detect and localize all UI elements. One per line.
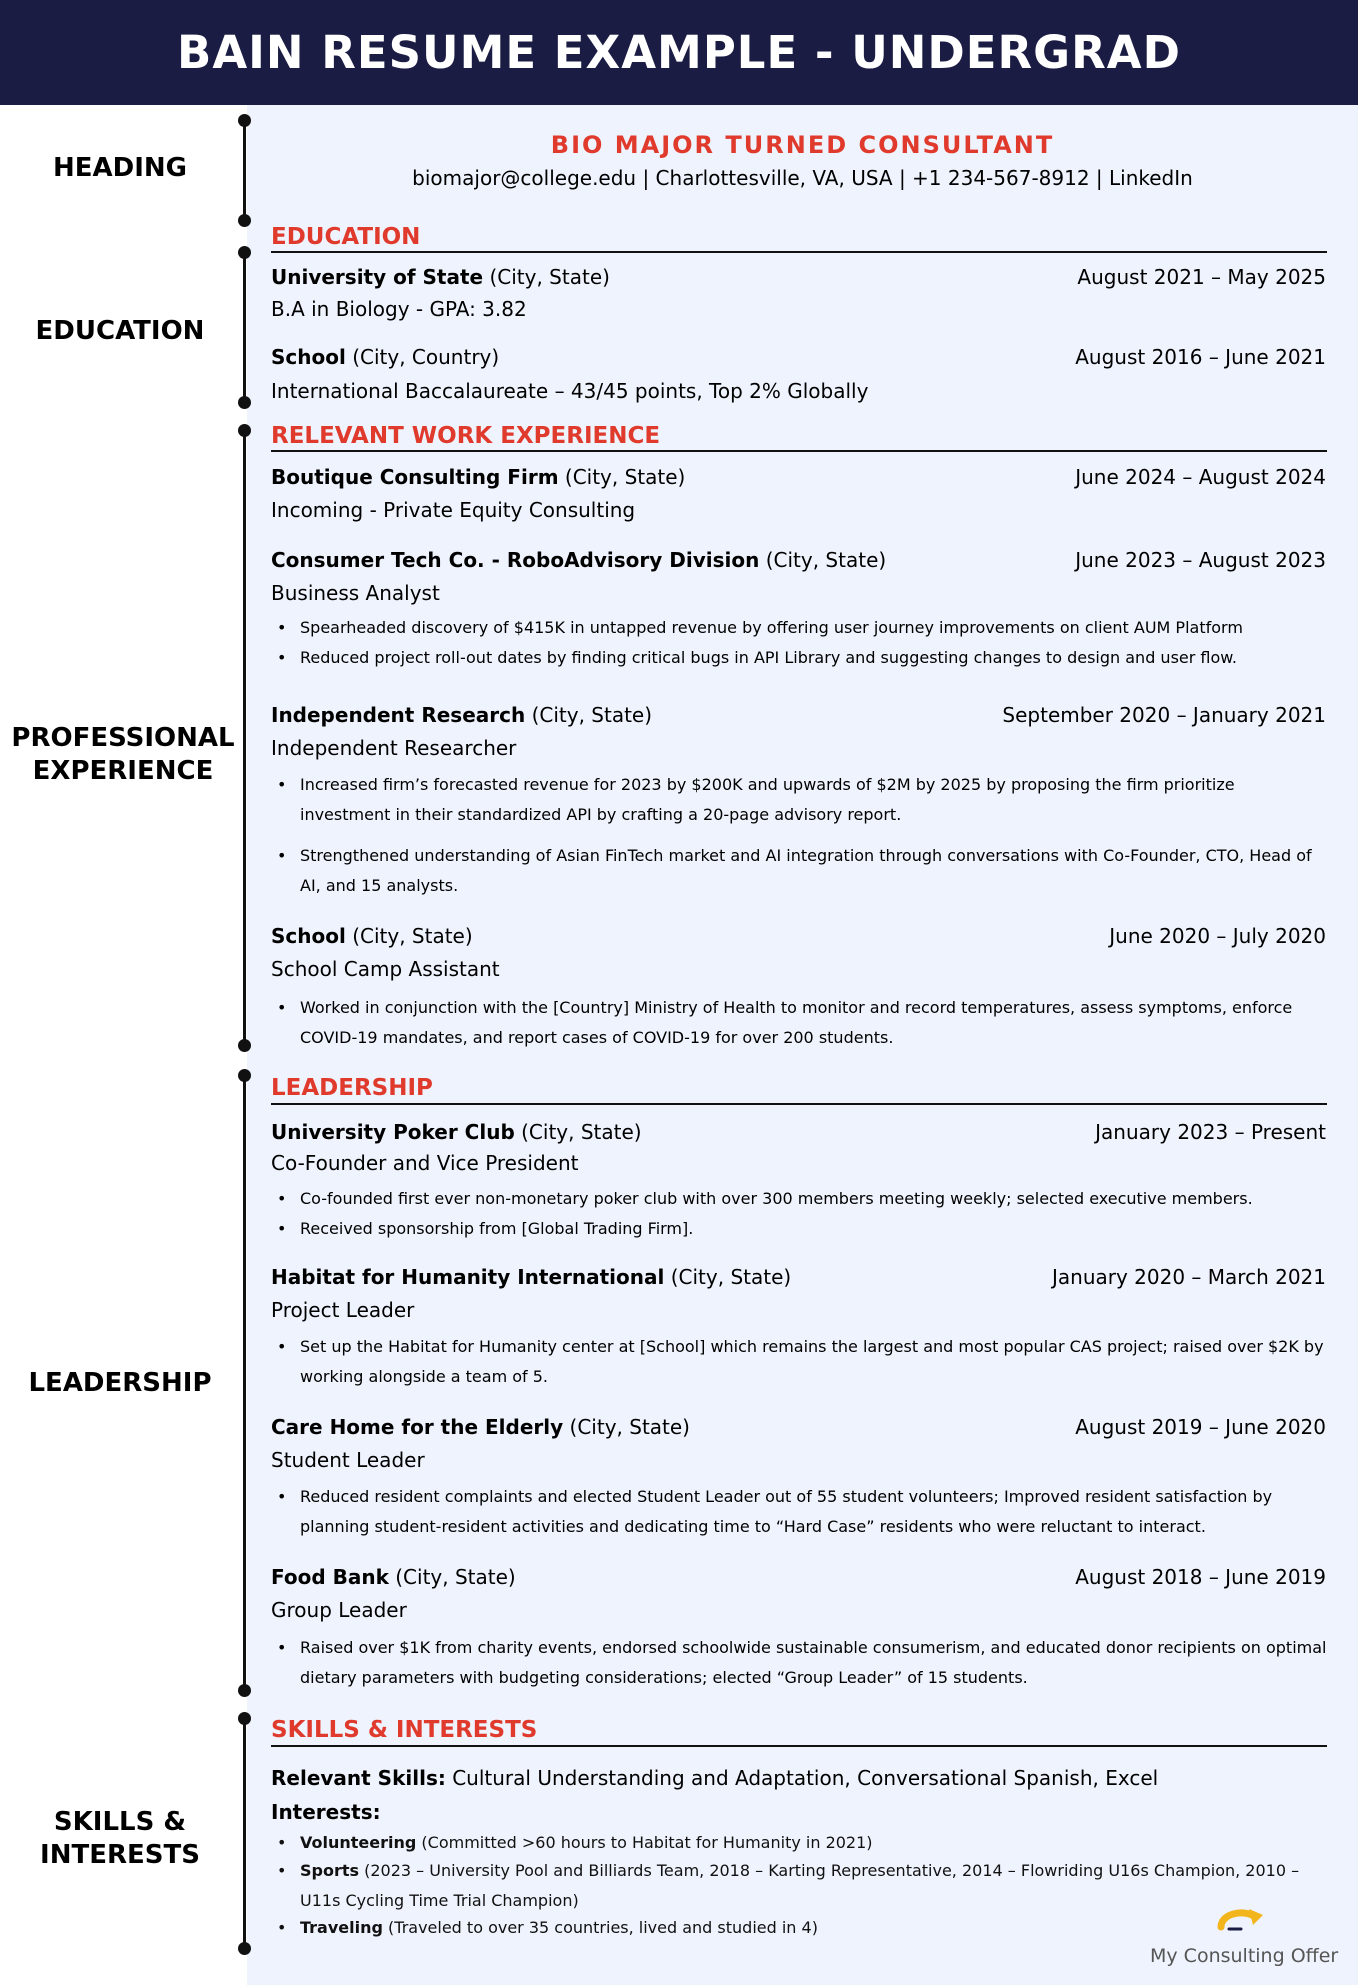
timeline-dot — [238, 1039, 251, 1052]
entry-organization — [271, 548, 886, 572]
interest-label: Volunteering — [300, 1833, 417, 1852]
side-label-professional-experience — [3, 722, 243, 788]
skills-text: Cultural Understanding and Adaptation, Conversational Spanish, Excel — [445, 1766, 1159, 1790]
skills-label: Relevant Skills: — [271, 1766, 446, 1790]
bullet-point: • Co-founded first ever non-monetary poker club with over 300 members meeting weekly; selected executive members. — [271, 1184, 1327, 1214]
entry-date: August 2018 – June 2019 — [1075, 1565, 1326, 1589]
bullet-point: • Strengthened understanding of Asian FinTech market and AI integration through conversations with Co-Founder, CTO, Head of AI, and 15 analysts. — [271, 841, 1327, 901]
entry-organization — [271, 703, 652, 727]
bullet-point: • Reduced project roll-out dates by finding critical bugs in API Library and suggesting changes to design and user flow. — [271, 643, 1327, 673]
org-location: (City, State) — [388, 1565, 516, 1589]
interests-label: Interests: — [271, 1800, 381, 1824]
section-heading-leadership: LEADERSHIP — [271, 1075, 433, 1101]
side-label-heading: HEADING — [53, 153, 187, 183]
entry-role: Co-Founder and Vice President — [271, 1151, 579, 1175]
section-heading-skills: SKILLS & INTERESTS — [271, 1717, 538, 1743]
entry-role: School Camp Assistant — [271, 957, 500, 981]
entry-date: January 2020 – March 2021 — [1051, 1265, 1326, 1289]
relevant-skills — [271, 1766, 1158, 1790]
entry-organization — [271, 345, 499, 369]
entry-organization — [271, 1265, 791, 1289]
timeline-segment-skills — [243, 1718, 246, 1948]
entry-role: Business Analyst — [271, 581, 440, 605]
section-heading-work: RELEVANT WORK EXPERIENCE — [271, 423, 661, 449]
interest-item — [271, 1913, 1327, 1943]
entry-date: September 2020 – January 2021 — [1002, 703, 1326, 727]
org-name: Care Home for the Elderly — [271, 1415, 564, 1439]
timeline-segment-experience — [243, 430, 246, 1045]
side-label-education: EDUCATION — [35, 316, 205, 346]
timeline-dot — [238, 1684, 251, 1697]
section-heading-education: EDUCATION — [271, 224, 421, 250]
entry-role: Independent Researcher — [271, 736, 517, 760]
title-banner — [0, 0, 1358, 105]
bullet-point: • Set up the Habitat for Humanity center at [School] which remains the largest and most popular CAS project; raised over $2K by working alongside a team of 5. — [271, 1332, 1327, 1392]
interest-label: Traveling — [300, 1918, 383, 1937]
entry-date: August 2016 – June 2021 — [1075, 345, 1326, 369]
org-name: Consumer Tech Co. - RoboAdvisory Division — [271, 548, 760, 572]
entry-role: B.A in Biology - GPA: 3.82 — [271, 297, 527, 321]
interest-item — [271, 1856, 1327, 1916]
interest-text: (Committed >60 hours to Habitat for Humanity in 2021) — [416, 1833, 873, 1852]
bullet-point: • Increased firm’s forecasted revenue for 2023 by $200K and upwards of $2M by 2025 by proposing the firm prioritize investment in their standardized API by crafting a 20-page advisory report. — [271, 770, 1327, 830]
entry-date: June 2023 – August 2023 — [1075, 548, 1326, 572]
entry-role: Group Leader — [271, 1598, 407, 1622]
org-location: (City, State) — [514, 1120, 642, 1144]
org-location: (City, State) — [759, 548, 887, 572]
timeline-dot — [238, 1942, 251, 1955]
org-name: University Poker Club — [271, 1120, 515, 1144]
side-label-leadership: LEADERSHIP — [28, 1368, 212, 1398]
entry-organization — [271, 465, 685, 489]
timeline-segment-leadership — [243, 1075, 246, 1690]
entry-date: August 2019 – June 2020 — [1075, 1415, 1326, 1439]
section-rule — [271, 251, 1327, 253]
org-name: Boutique Consulting Firm — [271, 465, 559, 489]
entry-organization — [271, 1415, 690, 1439]
timeline-dot — [238, 424, 251, 437]
entry-date: August 2021 – May 2025 — [1077, 265, 1326, 289]
entry-date: January 2023 – Present — [1095, 1120, 1326, 1144]
org-name: University of State — [271, 265, 484, 289]
org-name: School — [271, 345, 346, 369]
interest-text: (Traveled to over 35 countries, lived and studied in 4) — [382, 1918, 818, 1937]
bullet-point: • Raised over $1K from charity events, endorsed schoolwide sustainable consumerism, and educated donor recipients on optimal dietary parameters with budgeting considerations; elected “Group Leader” of 15 students. — [271, 1633, 1327, 1693]
org-location: (City, Country) — [345, 345, 500, 369]
entry-role: Student Leader — [271, 1448, 425, 1472]
entry-role: Project Leader — [271, 1298, 415, 1322]
org-name: Habitat for Humanity International — [271, 1265, 665, 1289]
timeline-dot — [238, 396, 251, 409]
entry-role: International Baccalaureate – 43/45 points, Top 2% Globally — [271, 379, 869, 403]
timeline-dot — [238, 1069, 251, 1082]
timeline-segment-education — [243, 252, 246, 402]
side-label-line: SKILLS & — [53, 1807, 187, 1837]
entry-date: June 2024 – August 2024 — [1075, 465, 1326, 489]
entry-organization — [271, 1120, 642, 1144]
org-location: (City, State) — [345, 924, 473, 948]
page-title: BAIN RESUME EXAMPLE - UNDERGRAD — [177, 26, 1181, 79]
side-label-skills-interests — [0, 1806, 240, 1872]
entry-role: Incoming - Private Equity Consulting — [271, 498, 636, 522]
timeline-dot — [238, 114, 251, 127]
consulting-offer-logo-icon — [1215, 1905, 1265, 1939]
org-location: (City, State) — [483, 265, 610, 289]
timeline-dot — [238, 246, 251, 259]
bullet-point: • Received sponsorship from [Global Trading Firm]. — [271, 1214, 1327, 1244]
interest-item — [271, 1828, 1327, 1858]
org-name: School — [271, 924, 346, 948]
org-location: (City, State) — [525, 703, 653, 727]
section-rule — [271, 1745, 1327, 1747]
section-rule — [271, 450, 1327, 452]
org-name: Food Bank — [271, 1565, 389, 1589]
entry-organization — [271, 1565, 516, 1589]
brand-logo-text: My Consulting Offer — [1150, 1945, 1339, 1967]
bullet-point: • Reduced resident complaints and elected Student Leader out of 55 student volunteers; Improved resident satisfaction by planning student-resident activities and dedicating time to “Hard Case” residents who were reluctant to interact. — [271, 1482, 1327, 1542]
candidate-name: BIO MAJOR TURNED CONSULTANT — [550, 131, 1055, 159]
section-rule — [271, 1103, 1327, 1105]
side-label-line: INTERESTS — [40, 1840, 200, 1870]
contact-line: biomajor@college.edu | Charlottesville, VA, USA | +1 234-567-8912 | LinkedIn — [412, 166, 1193, 190]
timeline-dot — [238, 214, 251, 227]
entry-date: June 2020 – July 2020 — [1109, 924, 1326, 948]
entry-organization — [271, 265, 610, 289]
interest-label: Sports — [300, 1861, 360, 1880]
interest-text: (2023 – University Pool and Billiards Team, 2018 – Karting Representative, 2014 – Flowriding U16s Champion, 2010 – U11s Cycling Time Trial Champion) — [300, 1861, 1300, 1910]
org-location: (City, State) — [563, 1415, 690, 1439]
org-location: (City, State) — [558, 465, 686, 489]
entry-organization — [271, 924, 473, 948]
timeline-segment-heading — [243, 120, 246, 220]
org-location: (City, State) — [664, 1265, 792, 1289]
side-label-line: PROFESSIONAL — [11, 723, 235, 753]
org-name: Independent Research — [271, 703, 526, 727]
bullet-point: • Spearheaded discovery of $415K in untapped revenue by offering user journey improvements on client AUM Platform — [271, 613, 1327, 643]
bullet-point: • Worked in conjunction with the [Country] Ministry of Health to monitor and record temperatures, assess symptoms, enforce COVID-19 mandates, and report cases of COVID-19 for over 200 students. — [271, 993, 1327, 1053]
side-label-line: EXPERIENCE — [32, 756, 214, 786]
timeline-dot — [238, 1712, 251, 1725]
